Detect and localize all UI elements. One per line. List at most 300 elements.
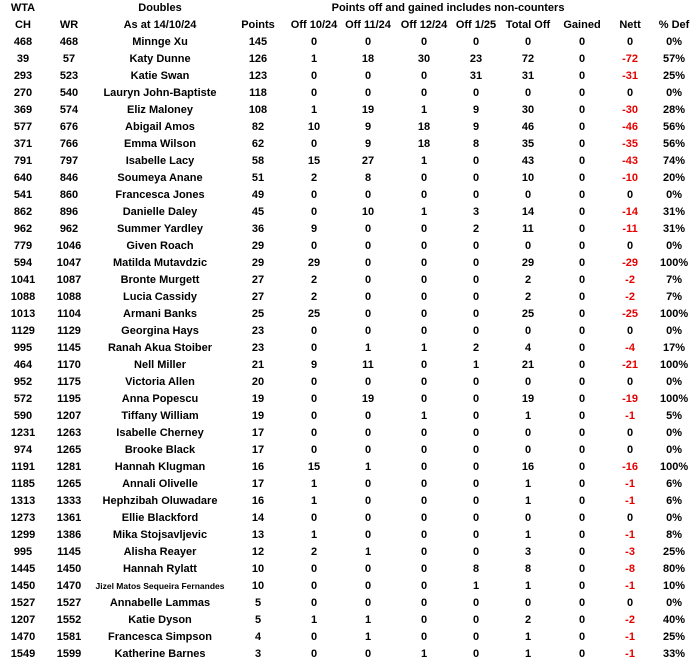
cell-points[interactable]: 49	[251, 189, 265, 201]
cell-off-11-24[interactable]: 9	[364, 121, 372, 133]
cell-wr[interactable]: 1046	[56, 240, 82, 252]
cell-total-off[interactable]: 3	[524, 546, 532, 558]
cell-off-11-24[interactable]: 0	[364, 495, 372, 507]
cell-nett[interactable]: 0	[627, 427, 634, 439]
cell-points[interactable]: 29	[251, 240, 265, 252]
cell-total-off[interactable]: 0	[524, 376, 532, 388]
cell-off-10-24[interactable]: 0	[310, 206, 318, 218]
cell-ch[interactable]: 952	[13, 376, 33, 388]
cell-off-10-24[interactable]: 0	[310, 138, 318, 150]
cell-total-off[interactable]: 0	[524, 189, 532, 201]
cell-off-10-24[interactable]: 0	[310, 580, 318, 592]
cell-player-name[interactable]: Ranah Akua Stoiber	[107, 342, 213, 354]
cell-off-12-24[interactable]: 0	[420, 393, 428, 405]
cell-points[interactable]: 27	[251, 291, 265, 303]
cell-off-1-25[interactable]: 0	[472, 325, 480, 337]
cell-off-10-24[interactable]: 0	[310, 376, 318, 388]
cell-pct-def[interactable]: 28%	[663, 104, 686, 116]
cell-off-10-24[interactable]: 0	[310, 36, 318, 48]
cell-gained[interactable]: 0	[578, 478, 586, 490]
cell-total-off[interactable]: 29	[521, 257, 535, 269]
cell-pct-def[interactable]: 100%	[659, 393, 689, 405]
cell-off-10-24[interactable]: 25	[307, 308, 321, 320]
cell-wr[interactable]: 1047	[56, 257, 82, 269]
cell-wr[interactable]: 1145	[57, 342, 81, 354]
cell-off-1-25[interactable]: 9	[472, 121, 480, 133]
cell-off-10-24[interactable]: 0	[310, 597, 318, 609]
cell-off-11-24[interactable]: 0	[364, 257, 372, 269]
cell-points[interactable]: 126	[248, 53, 268, 65]
cell-off-1-25[interactable]: 0	[472, 512, 480, 524]
cell-off-1-25[interactable]: 0	[472, 478, 480, 490]
cell-off-12-24[interactable]: 0	[420, 495, 428, 507]
cell-gained[interactable]: 0	[578, 342, 586, 354]
cell-off-1-25[interactable]: 0	[472, 648, 480, 660]
cell-off-11-24[interactable]: 0	[364, 325, 372, 337]
cell-ch[interactable]: 1129	[11, 325, 35, 337]
cell-pct-def[interactable]: 56%	[663, 121, 686, 133]
cell-ch[interactable]: 293	[13, 70, 33, 82]
cell-nett[interactable]: 0	[627, 444, 634, 456]
cell-off-11-24[interactable]: 0	[364, 291, 372, 303]
cell-pct-def[interactable]: 100%	[659, 461, 689, 473]
cell-player-name[interactable]: Tiffany William	[121, 410, 199, 422]
cell-points[interactable]: 58	[251, 155, 265, 167]
cell-off-10-24[interactable]: 29	[307, 257, 321, 269]
cell-off-12-24[interactable]: 0	[420, 597, 428, 609]
cell-off-1-25[interactable]: 0	[472, 257, 480, 269]
cell-nett[interactable]: -1	[625, 478, 635, 490]
cell-points[interactable]: 17	[251, 427, 265, 439]
cell-ch[interactable]: 791	[13, 155, 33, 167]
cell-off-10-24[interactable]: 0	[310, 444, 318, 456]
cell-off-12-24[interactable]: 0	[420, 87, 428, 99]
cell-player-name[interactable]: Alisha Reayer	[123, 546, 197, 558]
cell-pct-def[interactable]: 0%	[666, 325, 683, 337]
cell-pct-def[interactable]: 100%	[659, 359, 689, 371]
column-header-total-off[interactable]: Total Off	[505, 19, 551, 31]
cell-off-12-24[interactable]: 1	[420, 648, 428, 660]
cell-off-12-24[interactable]: 0	[420, 376, 428, 388]
cell-ch[interactable]: 640	[13, 172, 33, 184]
cell-nett[interactable]: -1	[625, 648, 635, 660]
cell-points[interactable]: 12	[251, 546, 265, 558]
cell-player-name[interactable]: Francesca Jones	[115, 189, 205, 201]
cell-points[interactable]: 17	[251, 444, 265, 456]
cell-nett[interactable]: -4	[625, 342, 635, 354]
cell-total-off[interactable]: 0	[524, 325, 532, 337]
cell-off-1-25[interactable]: 3	[472, 206, 480, 218]
cell-pct-def[interactable]: 100%	[659, 257, 689, 269]
cell-nett[interactable]: 0	[627, 240, 634, 252]
cell-off-11-24[interactable]: 0	[364, 444, 372, 456]
cell-wr[interactable]: 57	[62, 53, 76, 65]
cell-wr[interactable]: 1450	[56, 563, 82, 575]
cell-off-1-25[interactable]: 23	[469, 53, 483, 65]
cell-wr[interactable]: 1386	[56, 529, 82, 541]
cell-ch[interactable]: 1207	[10, 614, 36, 626]
header-spacer[interactable]	[652, 0, 696, 17]
cell-off-12-24[interactable]: 0	[420, 478, 428, 490]
cell-off-12-24[interactable]: 0	[420, 325, 428, 337]
cell-off-11-24[interactable]: 1	[364, 342, 372, 354]
cell-nett[interactable]: -72	[622, 53, 639, 65]
cell-player-name[interactable]: Jizel Matos Sequeira Fernandes	[95, 581, 225, 591]
cell-off-11-24[interactable]: 27	[361, 155, 375, 167]
cell-points[interactable]: 3	[254, 648, 262, 660]
header-wta-label[interactable]: WTA	[10, 2, 36, 14]
cell-total-off[interactable]: 0	[524, 597, 532, 609]
cell-ch[interactable]: 541	[13, 189, 33, 201]
cell-gained[interactable]: 0	[578, 529, 586, 541]
cell-nett[interactable]: -2	[625, 614, 635, 626]
cell-pct-def[interactable]: 74%	[663, 155, 686, 167]
cell-total-off[interactable]: 10	[521, 172, 535, 184]
cell-wr[interactable]: 540	[59, 87, 79, 99]
cell-points[interactable]: 19	[251, 410, 265, 422]
cell-off-1-25[interactable]: 0	[472, 172, 480, 184]
cell-wr[interactable]: 1281	[56, 461, 82, 473]
cell-off-12-24[interactable]: 0	[420, 563, 428, 575]
cell-points[interactable]: 27	[251, 274, 265, 286]
cell-wr[interactable]: 1361	[56, 512, 82, 524]
cell-off-10-24[interactable]: 1	[310, 53, 318, 65]
cell-pct-def[interactable]: 7%	[666, 291, 683, 303]
cell-off-10-24[interactable]: 0	[310, 648, 318, 660]
cell-off-11-24[interactable]: 0	[364, 427, 372, 439]
cell-nett[interactable]: -2	[625, 291, 635, 303]
cell-total-off[interactable]: 0	[524, 427, 532, 439]
cell-total-off[interactable]: 1	[524, 648, 532, 660]
cell-off-12-24[interactable]: 0	[420, 427, 428, 439]
cell-pct-def[interactable]: 25%	[663, 631, 686, 643]
cell-total-off[interactable]: 8	[524, 563, 532, 575]
cell-off-1-25[interactable]: 0	[472, 376, 480, 388]
cell-total-off[interactable]: 2	[524, 274, 532, 286]
cell-total-off[interactable]: 19	[521, 393, 535, 405]
cell-off-1-25[interactable]: 0	[472, 240, 480, 252]
cell-points[interactable]: 36	[251, 223, 265, 235]
cell-wr[interactable]: 574	[59, 104, 79, 116]
cell-player-name[interactable]: Victoria Allen	[125, 376, 195, 388]
cell-off-12-24[interactable]: 0	[420, 631, 428, 643]
cell-off-1-25[interactable]: 0	[472, 444, 480, 456]
cell-off-1-25[interactable]: 1	[472, 359, 480, 371]
column-header-nett[interactable]: Nett	[619, 19, 641, 31]
cell-off-11-24[interactable]: 0	[364, 189, 372, 201]
cell-nett[interactable]: -30	[622, 104, 639, 116]
cell-ch[interactable]: 594	[13, 257, 33, 269]
cell-pct-def[interactable]: 7%	[666, 274, 683, 286]
cell-player-name[interactable]: Lauryn John-Baptiste	[103, 87, 217, 99]
cell-wr[interactable]: 1265	[56, 478, 82, 490]
cell-gained[interactable]: 0	[578, 53, 586, 65]
cell-nett[interactable]: -46	[622, 121, 639, 133]
cell-total-off[interactable]: 11	[522, 223, 534, 235]
cell-off-12-24[interactable]: 0	[420, 257, 428, 269]
cell-pct-def[interactable]: 6%	[666, 495, 683, 507]
cell-nett[interactable]: 0	[627, 87, 634, 99]
cell-gained[interactable]: 0	[578, 546, 586, 558]
cell-nett[interactable]: 0	[627, 36, 634, 48]
cell-gained[interactable]: 0	[578, 291, 586, 303]
cell-nett[interactable]: -31	[622, 70, 639, 82]
cell-off-12-24[interactable]: 0	[420, 223, 428, 235]
cell-off-10-24[interactable]: 0	[310, 189, 318, 201]
cell-ch[interactable]: 862	[13, 206, 33, 218]
cell-off-12-24[interactable]: 0	[420, 291, 428, 303]
cell-player-name[interactable]: Matilda Mutavdzic	[112, 257, 208, 269]
cell-total-off[interactable]: 16	[521, 461, 535, 473]
cell-ch[interactable]: 1088	[10, 291, 36, 303]
cell-off-1-25[interactable]: 2	[472, 342, 480, 354]
cell-wr[interactable]: 797	[59, 155, 79, 167]
cell-wr[interactable]: 1265	[56, 444, 82, 456]
cell-nett[interactable]: -29	[622, 257, 639, 269]
cell-wr[interactable]: 846	[59, 172, 79, 184]
cell-points[interactable]: 16	[251, 461, 265, 473]
cell-gained[interactable]: 0	[578, 308, 586, 320]
cell-off-11-24[interactable]: 0	[364, 597, 372, 609]
header-spacer[interactable]	[46, 0, 92, 17]
cell-points[interactable]: 21	[251, 359, 265, 371]
cell-pct-def[interactable]: 8%	[666, 529, 683, 541]
cell-off-10-24[interactable]: 1	[310, 104, 318, 116]
cell-nett[interactable]: -8	[625, 563, 635, 575]
cell-off-11-24[interactable]: 1	[364, 614, 372, 626]
cell-total-off[interactable]: 25	[521, 308, 535, 320]
cell-off-10-24[interactable]: 1	[310, 529, 318, 541]
cell-ch[interactable]: 1299	[10, 529, 36, 541]
cell-player-name[interactable]: Katie Swan	[130, 70, 190, 82]
cell-off-11-24[interactable]: 9	[364, 138, 372, 150]
cell-off-12-24[interactable]: 0	[420, 359, 428, 371]
cell-gained[interactable]: 0	[578, 563, 586, 575]
column-header-off-1-25[interactable]: Off 1/25	[455, 19, 497, 31]
cell-points[interactable]: 108	[248, 104, 268, 116]
cell-ch[interactable]: 39	[16, 53, 30, 65]
cell-wr[interactable]: 1175	[57, 376, 81, 388]
cell-gained[interactable]: 0	[578, 597, 586, 609]
cell-pct-def[interactable]: 33%	[663, 648, 686, 660]
cell-off-11-24[interactable]: 0	[364, 648, 372, 660]
cell-off-11-24[interactable]: 1	[364, 546, 372, 558]
cell-gained[interactable]: 0	[578, 427, 586, 439]
cell-points[interactable]: 4	[254, 631, 262, 643]
column-header-off-11-24[interactable]: Off 11/24	[345, 19, 391, 31]
cell-off-12-24[interactable]: 0	[420, 36, 428, 48]
cell-off-12-24[interactable]: 0	[420, 70, 428, 82]
cell-pct-def[interactable]: 0%	[666, 512, 683, 524]
cell-pct-def[interactable]: 0%	[666, 36, 683, 48]
cell-player-name[interactable]: Katy Dunne	[129, 53, 191, 65]
cell-total-off[interactable]: 0	[524, 240, 532, 252]
cell-ch[interactable]: 1313	[10, 495, 36, 507]
cell-off-12-24[interactable]: 18	[417, 138, 431, 150]
cell-off-12-24[interactable]: 0	[420, 614, 428, 626]
cell-points[interactable]: 118	[249, 87, 267, 99]
cell-wr[interactable]: 860	[59, 189, 79, 201]
cell-ch[interactable]: 1450	[10, 580, 36, 592]
cell-off-11-24[interactable]: 0	[364, 87, 372, 99]
cell-pct-def[interactable]: 40%	[663, 614, 686, 626]
cell-player-name[interactable]: Hannah Klugman	[114, 461, 206, 473]
cell-nett[interactable]: -1	[625, 529, 635, 541]
cell-player-name[interactable]: Minnge Xu	[132, 36, 188, 48]
cell-wr[interactable]: 676	[59, 121, 79, 133]
cell-points[interactable]: 10	[251, 563, 265, 575]
cell-wr[interactable]: 1104	[57, 308, 81, 320]
cell-points[interactable]: 29	[251, 257, 265, 269]
cell-off-1-25[interactable]: 0	[472, 189, 480, 201]
column-header-off-10-24[interactable]: Off 10/24	[290, 19, 338, 31]
cell-off-11-24[interactable]: 8	[364, 172, 372, 184]
cell-wr[interactable]: 1527	[56, 597, 82, 609]
cell-off-1-25[interactable]: 0	[472, 427, 480, 439]
cell-pct-def[interactable]: 80%	[663, 563, 686, 575]
cell-gained[interactable]: 0	[578, 121, 586, 133]
cell-gained[interactable]: 0	[578, 257, 586, 269]
cell-off-11-24[interactable]: 0	[364, 563, 372, 575]
cell-gained[interactable]: 0	[578, 614, 586, 626]
column-header-pct-def[interactable]: % Def	[658, 19, 690, 31]
cell-off-1-25[interactable]: 0	[472, 36, 480, 48]
cell-player-name[interactable]: Nell Miller	[134, 359, 186, 371]
cell-ch[interactable]: 464	[13, 359, 33, 371]
cell-nett[interactable]: -25	[622, 308, 639, 320]
cell-nett[interactable]: -1	[625, 631, 635, 643]
cell-points[interactable]: 145	[248, 36, 268, 48]
cell-total-off[interactable]: 1	[524, 580, 532, 592]
cell-off-10-24[interactable]: 9	[310, 223, 318, 235]
cell-points[interactable]: 16	[251, 495, 265, 507]
cell-player-name[interactable]: Brooke Black	[124, 444, 196, 456]
cell-nett[interactable]: -43	[622, 155, 639, 167]
cell-gained[interactable]: 0	[578, 155, 586, 167]
cell-gained[interactable]: 0	[578, 206, 586, 218]
cell-player-name[interactable]: Annabelle Lammas	[109, 597, 211, 609]
cell-total-off[interactable]: 2	[524, 291, 532, 303]
cell-gained[interactable]: 0	[578, 274, 586, 286]
cell-off-10-24[interactable]: 2	[310, 274, 318, 286]
cell-off-12-24[interactable]: 0	[420, 172, 428, 184]
cell-total-off[interactable]: 43	[521, 155, 535, 167]
cell-gained[interactable]: 0	[578, 104, 586, 116]
cell-pct-def[interactable]: 25%	[663, 546, 686, 558]
cell-wr[interactable]: 468	[59, 36, 79, 48]
cell-off-12-24[interactable]: 1	[420, 104, 428, 116]
column-header-wr[interactable]: WR	[59, 19, 79, 31]
cell-off-1-25[interactable]: 0	[472, 291, 480, 303]
cell-player-name[interactable]: Soumeya Anane	[117, 172, 203, 184]
cell-ch[interactable]: 270	[13, 87, 33, 99]
cell-points[interactable]: 17	[251, 478, 265, 490]
cell-points[interactable]: 14	[251, 512, 265, 524]
cell-gained[interactable]: 0	[578, 495, 586, 507]
cell-total-off[interactable]: 31	[521, 70, 535, 82]
column-header-player-name[interactable]: As at 14/10/24	[123, 19, 197, 31]
cell-gained[interactable]: 0	[578, 461, 586, 473]
cell-total-off[interactable]: 4	[524, 342, 532, 354]
cell-ch[interactable]: 1470	[10, 631, 36, 643]
cell-off-12-24[interactable]: 0	[420, 308, 428, 320]
cell-pct-def[interactable]: 5%	[666, 410, 683, 422]
cell-pct-def[interactable]: 0%	[666, 240, 683, 252]
cell-pct-def[interactable]: 0%	[666, 444, 683, 456]
cell-wr[interactable]: 1087	[56, 274, 82, 286]
cell-player-name[interactable]: Katherine Barnes	[114, 648, 206, 660]
cell-gained[interactable]: 0	[578, 512, 586, 524]
cell-player-name[interactable]: Summer Yardley	[116, 223, 203, 235]
cell-off-1-25[interactable]: 0	[472, 495, 480, 507]
cell-off-12-24[interactable]: 0	[420, 274, 428, 286]
cell-ch[interactable]: 1231	[10, 427, 36, 439]
cell-player-name[interactable]: Katie Dyson	[128, 614, 192, 626]
cell-off-11-24[interactable]: 0	[364, 529, 372, 541]
cell-player-name[interactable]: Hephzibah Oluwadare	[102, 495, 218, 507]
cell-player-name[interactable]: Lucia Cassidy	[123, 291, 197, 303]
cell-pct-def[interactable]: 20%	[663, 172, 686, 184]
cell-ch[interactable]: 1013	[10, 308, 36, 320]
cell-ch[interactable]: 1527	[10, 597, 36, 609]
cell-pct-def[interactable]: 25%	[663, 70, 686, 82]
cell-wr[interactable]: 1333	[56, 495, 82, 507]
cell-off-12-24[interactable]: 0	[420, 189, 428, 201]
cell-wr[interactable]: 896	[59, 206, 79, 218]
cell-player-name[interactable]: Ellie Blackford	[121, 512, 199, 524]
cell-off-10-24[interactable]: 1	[310, 614, 318, 626]
cell-player-name[interactable]: Eliz Maloney	[126, 104, 194, 116]
cell-wr[interactable]: 766	[59, 138, 79, 150]
cell-nett[interactable]: 0	[627, 189, 634, 201]
cell-off-10-24[interactable]: 0	[310, 325, 318, 337]
cell-gained[interactable]: 0	[578, 631, 586, 643]
cell-player-name[interactable]: Annali Olivelle	[122, 478, 198, 490]
cell-points[interactable]: 5	[254, 597, 262, 609]
cell-off-11-24[interactable]: 0	[364, 240, 372, 252]
cell-off-1-25[interactable]: 0	[472, 529, 480, 541]
cell-off-10-24[interactable]: 0	[310, 342, 318, 354]
cell-total-off[interactable]: 0	[524, 87, 532, 99]
cell-player-name[interactable]: Isabelle Cherney	[116, 427, 204, 439]
cell-points[interactable]: 45	[251, 206, 265, 218]
cell-nett[interactable]: -1	[625, 410, 635, 422]
cell-off-1-25[interactable]: 0	[472, 410, 480, 422]
cell-player-name[interactable]: Danielle Daley	[122, 206, 198, 218]
cell-nett[interactable]: -10	[622, 172, 639, 184]
cell-nett[interactable]: 0	[627, 376, 634, 388]
cell-off-10-24[interactable]: 10	[307, 121, 321, 133]
cell-off-11-24[interactable]: 19	[361, 393, 375, 405]
cell-pct-def[interactable]: 0%	[666, 189, 683, 201]
cell-gained[interactable]: 0	[578, 444, 586, 456]
cell-gained[interactable]: 0	[578, 648, 586, 660]
cell-off-12-24[interactable]: 18	[417, 121, 431, 133]
cell-ch[interactable]: 590	[13, 410, 33, 422]
cell-nett[interactable]: -35	[622, 138, 639, 150]
cell-total-off[interactable]: 1	[524, 529, 532, 541]
cell-gained[interactable]: 0	[578, 393, 586, 405]
cell-off-11-24[interactable]: 0	[364, 410, 372, 422]
cell-points[interactable]: 62	[251, 138, 265, 150]
cell-gained[interactable]: 0	[578, 240, 586, 252]
cell-off-11-24[interactable]: 0	[364, 308, 372, 320]
cell-off-1-25[interactable]: 0	[472, 546, 480, 558]
cell-off-10-24[interactable]: 0	[310, 87, 318, 99]
cell-ch[interactable]: 468	[13, 36, 33, 48]
cell-nett[interactable]: -1	[625, 495, 635, 507]
cell-player-name[interactable]: Emma Wilson	[123, 138, 197, 150]
